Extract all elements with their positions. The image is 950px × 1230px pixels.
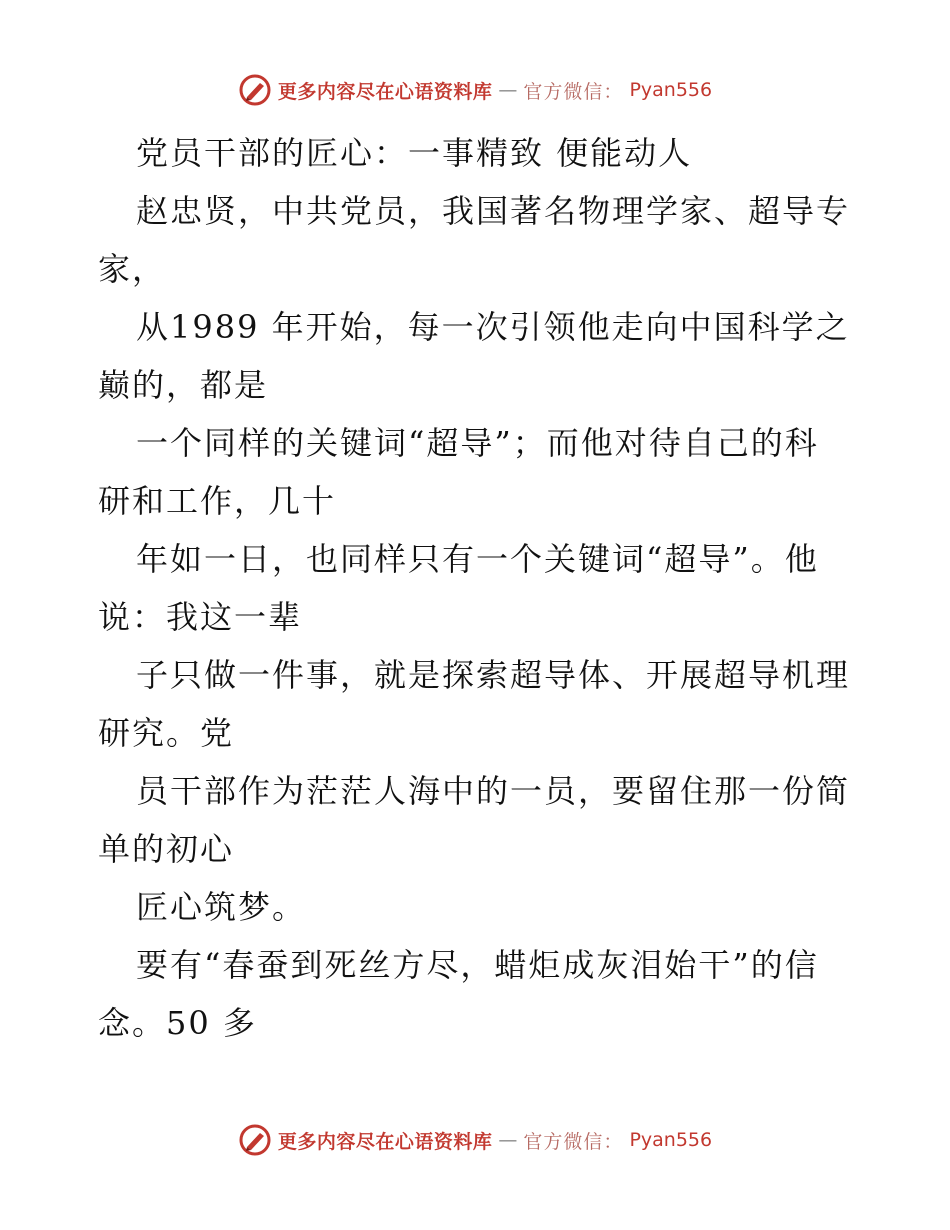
paragraph-line: 说：我这一辈 <box>98 598 303 636</box>
paragraph-line: 研究。党 <box>98 714 235 752</box>
paragraph-line: 赵忠贤，中共党员，我国著名物理学家、超导专 <box>136 192 851 230</box>
watermark-dash: — <box>498 79 518 101</box>
footer-watermark <box>0 1120 950 1160</box>
paragraph-line: 单的初心 <box>98 830 235 868</box>
paragraph-line: 一个同样的关键词“超导”；而他对待自己的科 <box>136 424 819 462</box>
watermark-wechat-id: Pyan556 <box>629 79 713 101</box>
watermark-text: 更多内容尽在心语资料库 <box>277 80 493 103</box>
watermark-wechat-label: 官方微信： <box>523 1130 624 1153</box>
paragraph-line: 巅的，都是 <box>98 366 269 404</box>
paragraph-line: 从1989 年开始，每一次引领他走向中国科学之 <box>136 308 850 346</box>
paragraph-line: 年如一日，也同样只有一个关键词“超导”。他 <box>136 540 819 578</box>
pen-logo-icon <box>238 73 272 107</box>
watermark-wechat-id: Pyan556 <box>629 1129 713 1151</box>
pen-logo-icon <box>238 1123 272 1157</box>
paragraph-line: 研和工作，几十 <box>98 482 337 520</box>
paragraph-line: 员干部作为茫茫人海中的一员，要留住那一份简 <box>136 772 851 810</box>
paragraph-line: 子只做一件事，就是探索超导体、开展超导机理 <box>136 656 851 694</box>
paragraph-line: 家， <box>98 250 167 288</box>
paragraph-line: 念。50 多 <box>98 1004 257 1042</box>
document-title: 党员干部的匠心：一事精致 便能动人 <box>136 134 693 172</box>
document-body <box>98 124 858 1052</box>
header-watermark <box>0 70 950 110</box>
watermark-dash: — <box>498 1129 518 1151</box>
paragraph-line: 匠心筑梦。 <box>136 888 307 926</box>
watermark-wechat-label: 官方微信： <box>523 80 624 103</box>
watermark-text: 更多内容尽在心语资料库 <box>277 1130 493 1153</box>
paragraph-line: 要有“春蚕到死丝方尽，蜡炬成灰泪始干”的信 <box>136 946 819 984</box>
